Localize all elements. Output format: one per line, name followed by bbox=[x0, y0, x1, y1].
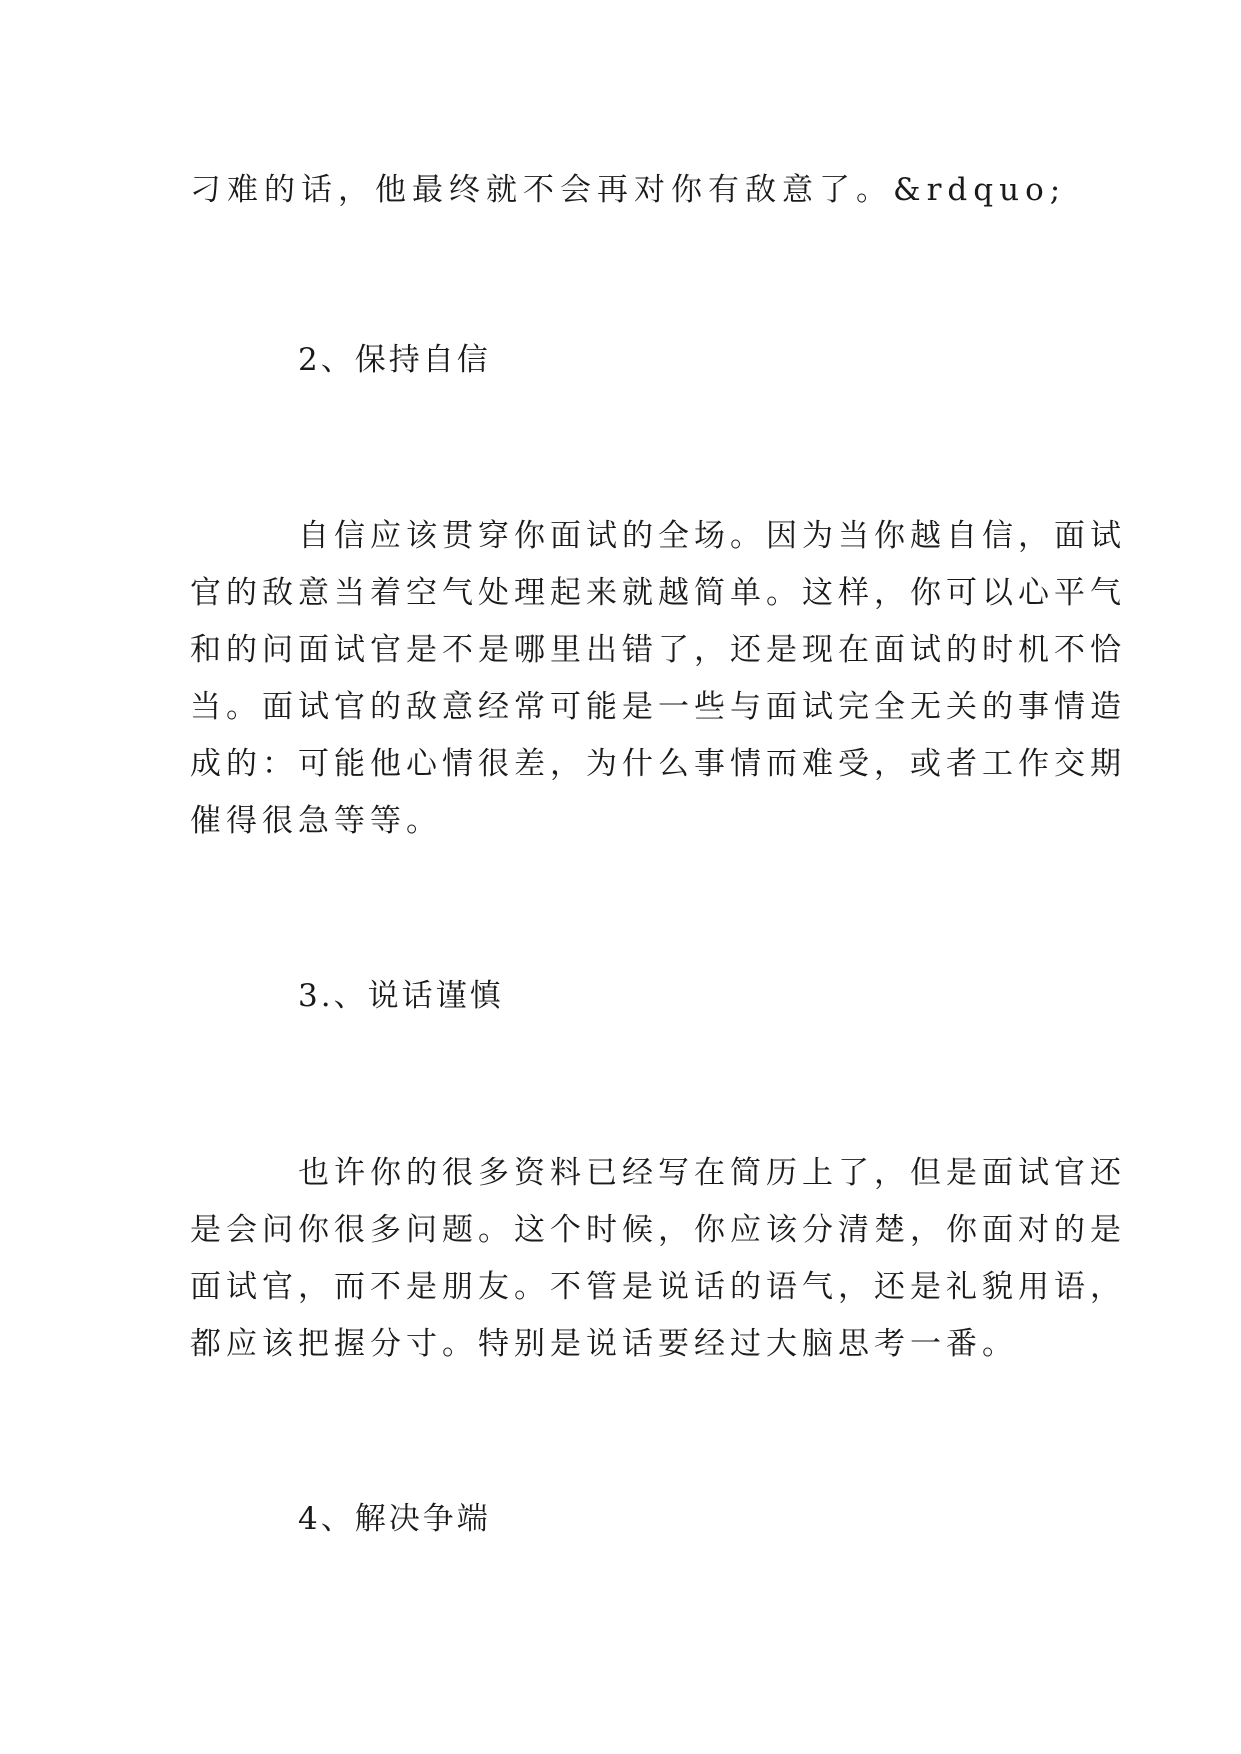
paragraph-line: 面试官，而不是朋友。不管是说话的语气，还是礼貌用语， bbox=[190, 1269, 1126, 1305]
paragraph-line: 自信应该贯穿你面试的全场。因为当你越自信，面试 bbox=[298, 518, 1126, 554]
paragraph-line: 官的敌意当着空气处理起来就越简单。这样，你可以心平气 bbox=[190, 575, 1126, 611]
paragraph-line: 也许你的很多资料已经写在简历上了，但是面试官还 bbox=[298, 1155, 1126, 1191]
section-heading-3: 3.、说话谨慎 bbox=[298, 978, 504, 1014]
paragraph-line: 都应该把握分寸。特别是说话要经过大脑思考一番。 bbox=[190, 1326, 1018, 1362]
paragraph-line: 成的：可能他心情很差，为什么事情而难受，或者工作交期 bbox=[190, 746, 1126, 782]
paragraph-line: 催得很急等等。 bbox=[190, 803, 442, 839]
continuation-line: 刁难的话，他最终就不会再对你有敌意了。&rdquo; bbox=[190, 172, 1067, 208]
section-heading-2: 2、保持自信 bbox=[298, 342, 491, 378]
paragraph-line: 和的问面试官是不是哪里出错了，还是现在面试的时机不恰 bbox=[190, 632, 1126, 668]
section-heading-4: 4、解决争端 bbox=[298, 1501, 491, 1537]
paragraph-line: 当。面试官的敌意经常可能是一些与面试完全无关的事情造 bbox=[190, 689, 1126, 725]
paragraph-line: 是会问你很多问题。这个时候，你应该分清楚，你面对的是 bbox=[190, 1212, 1126, 1248]
